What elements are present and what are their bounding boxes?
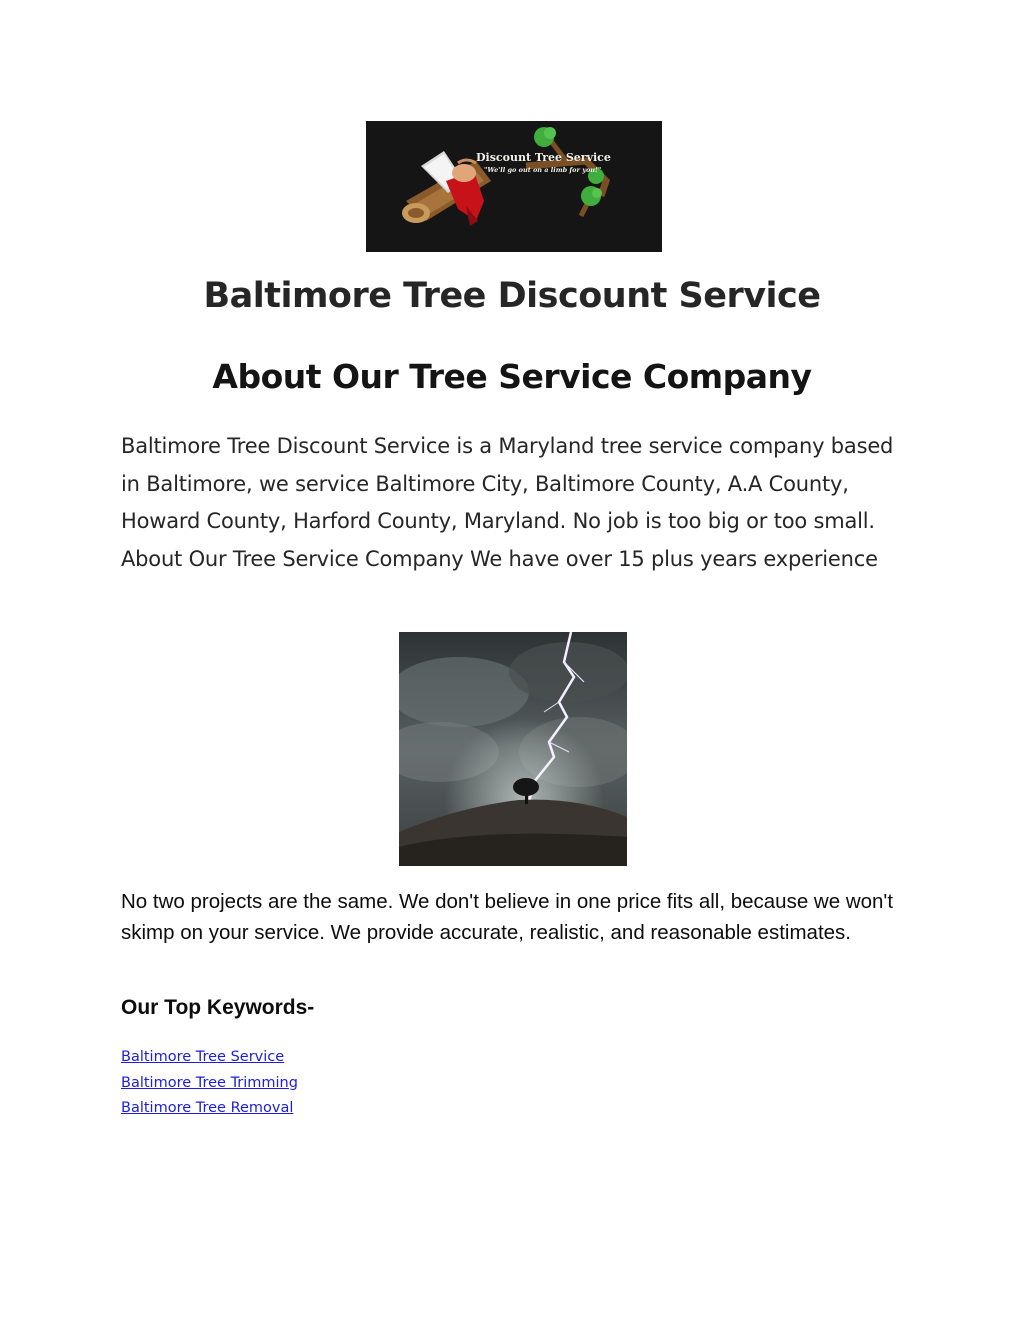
intro-paragraph: Baltimore Tree Discount Service is a Maryland tree service company based in Baltimore, we service Baltimore City, Baltimore County, A.A County, Howard County, Harford County, Maryland. No job is too big or too small. About Our Tree Service Company We have over 15 plus years experience — [121, 434, 894, 571]
company-logo — [366, 121, 662, 252]
page-title: Baltimore Tree Discount Service — [203, 276, 821, 316]
keywords-list — [121, 1045, 298, 1122]
estimates-paragraph: No two projects are the same. We don't believe in one price fits all, because we won't skimp on your service. We provide accurate, realistic, and reasonable estimates. — [121, 890, 894, 944]
lightning-tree-image — [399, 632, 627, 866]
keyword-link-tree-removal[interactable]: Baltimore Tree Removal — [121, 1100, 294, 1116]
logo-tagline: "We'll go out on a limb for you!" — [484, 166, 602, 174]
logo-title: Discount Tree Service — [476, 151, 611, 164]
keyword-link-tree-service[interactable]: Baltimore Tree Service — [121, 1049, 285, 1065]
keyword-link-tree-trimming[interactable]: Baltimore Tree Trimming — [121, 1074, 298, 1091]
keywords-heading: Our Top Keywords- — [121, 996, 315, 1019]
list-item — [121, 1096, 298, 1122]
logo-graphic — [366, 121, 662, 252]
list-item — [121, 1045, 298, 1071]
section-heading: About Our Tree Service Company — [212, 357, 812, 396]
list-item — [121, 1071, 298, 1097]
